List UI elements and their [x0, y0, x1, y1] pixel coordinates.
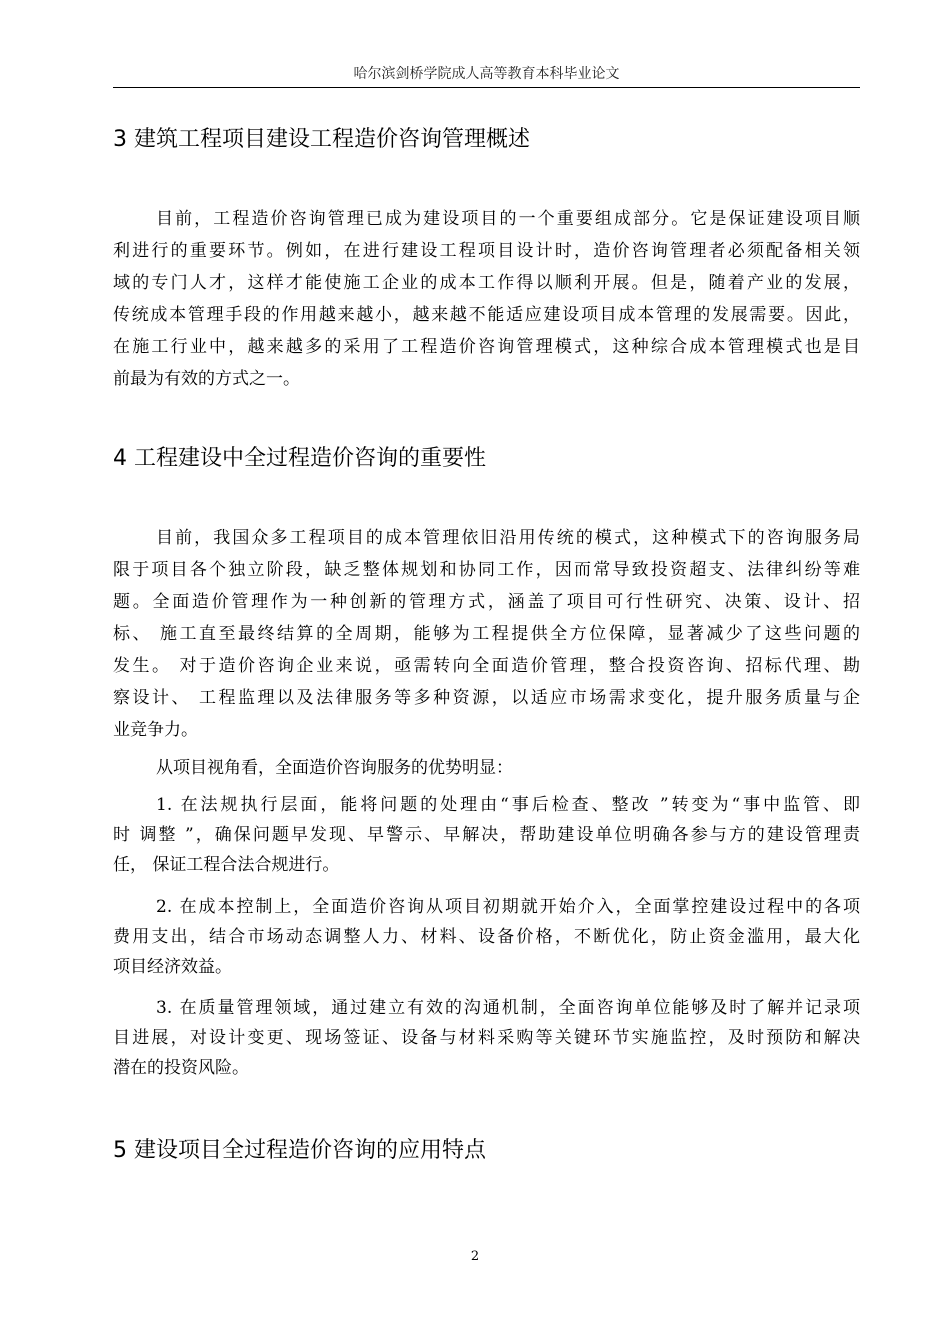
paragraph-line: 传统成本管理手段的作用越来越小，越来越不能适应建设项目成本管理的发展需要。因此，	[113, 305, 860, 325]
list-item-line: 费用支出，结合市场动态调整人力、材料、设备价格，不断优化，防止资金滥用，最大化	[113, 927, 860, 947]
paragraph-line: 前最为有效的方式之一。	[113, 369, 300, 389]
paragraph-line: 限于项目各个独立阶段，缺乏整体规划和协同工作，因而常导致投资超支、法律纠纷等难	[113, 560, 860, 580]
paragraph-line: 在施工行业中，越来越多的采用了工程造价咨询管理模式，这种综合成本管理模式也是目	[113, 337, 860, 357]
list-item-line: 3. 在质量管理领域，通过建立有效的沟通机制，全面咨询单位能够及时了解并记录项	[156, 998, 860, 1018]
list-item-line: 潜在的投资风险。	[113, 1058, 249, 1078]
list-item-line: 2. 在成本控制上，全面造价咨询从项目初期就开始介入，全面掌控建设过程中的各项	[156, 897, 860, 917]
list-item-3	[113, 993, 860, 1083]
paragraph-line: 目前，工程造价咨询管理已成为建设项目的一个重要组成部分。它是保证建设项目顺	[156, 209, 860, 229]
list-item-line: 任， 保证工程合法合规进行。	[113, 855, 340, 875]
section-3-heading: 3 建筑工程项目建设工程造价咨询管理概述	[113, 127, 530, 152]
paragraph-line: 从项目视角看，全面造价咨询服务的优势明显：	[156, 758, 513, 778]
section-3-paragraph	[113, 203, 860, 395]
page-header: 哈尔滨剑桥学院成人高等教育本科毕业论文	[353, 66, 620, 82]
paragraph-line: 目前，我国众多工程项目的成本管理依旧沿用传统的模式，这种模式下的咨询服务局	[156, 528, 860, 548]
paragraph-line: 题。全面造价管理作为一种创新的管理方式，涵盖了项目可行性研究、决策、设计、招	[113, 592, 860, 612]
paragraph-line: 察设计、 工程监理以及法律服务等多种资源，以适应市场需求变化，提升服务质量与企	[113, 688, 860, 708]
section-4-heading: 4 工程建设中全过程造价咨询的重要性	[113, 446, 486, 471]
paragraph-line: 标、 施工直至最终结算的全周期，能够为工程提供全方位保障，显著减少了这些问题的	[113, 624, 860, 644]
header-divider	[113, 87, 860, 88]
list-item-2	[113, 892, 860, 982]
section-4-paragraph	[113, 522, 860, 746]
page-number: 2	[470, 1249, 480, 1264]
list-item-line: 1. 在法规执行层面，能将问题的处理由“事后检查、整改 ”转变为“事中监管、即	[156, 795, 860, 815]
paragraph-line: 利进行的重要环节。例如，在进行建设工程项目设计时，造价咨询管理者必须配备相关领	[113, 241, 860, 261]
paragraph-line: 发生。 对于造价咨询企业来说，亟需转向全面造价管理，整合投资咨询、招标代理、勘	[113, 656, 860, 676]
intro-paragraph	[113, 752, 860, 784]
list-item-1	[113, 790, 860, 880]
list-item-line: 目进展，对设计变更、现场签证、设备与材料采购等关键环节实施监控，及时预防和解决	[113, 1028, 860, 1048]
section-5-heading: 5 建设项目全过程造价咨询的应用特点	[113, 1138, 486, 1163]
list-item-line: 项目经济效益。	[113, 957, 232, 977]
paragraph-line: 域的专门人才，这样才能使施工企业的成本工作得以顺利开展。但是，随着产业的发展，	[113, 273, 860, 293]
paragraph-line: 业竞争力。	[113, 720, 198, 740]
list-item-line: 时 调整 ”，确保问题早发现、早警示、早解决，帮助建设单位明确各参与方的建设管理责	[113, 825, 860, 845]
